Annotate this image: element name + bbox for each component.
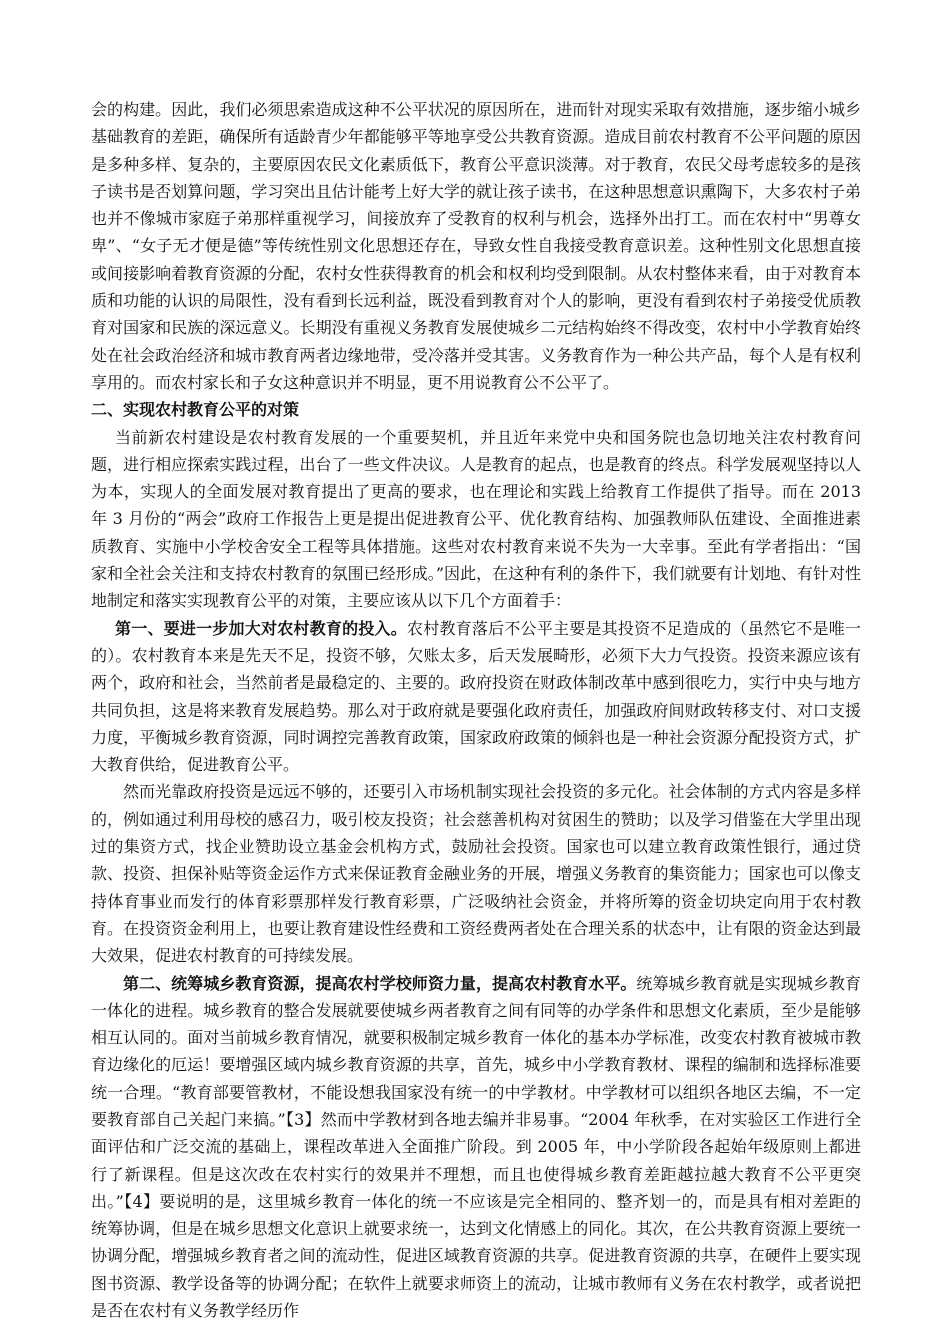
body-paragraph: 当前新农村建设是农村教育发展的一个重要契机，并且近年来党中央和国务院也急切地关注农村教育问题，进行相应探索实践过程，出台了一些文件决议。人是教育的起点，也是教育的终点。科学发展观坚持以人为本，实现人的全面发展对教育提出了更高的要求，也在理论和实践上给教育工作提供了指导。而在 2013 年 3 月份的“两会”政府工作报告上更是提出促进教育公平、优化教育结构、加强教师队伍建设、全面推进素质教育、实施中小学校舍安全工程等具体措施。这些对农村教育来说不失为一大幸事。至此有学者指出：“国家和全社会关注和支持农村教育的氛围已经形成。”因此，在这种有利的条件下，我们就要有计划地、有针对性地制定和落实实现教育公平的对策，主要应该从以下几个方面着手： xyxy=(91,427,861,611)
numbered-point-paragraph xyxy=(91,615,861,779)
point-body-text: 统筹城乡教育就是实现城乡教育一体化的进程。城乡教育的整合发展就要使城乡两者教育之间有同等的办学条件和思想文化素质，至少是能够相互认同的。面对当前城乡教育情况，就要积极制定城乡教育一体化的基本办学标准，改变农村教育被城市教育边缘化的厄运！要增强区域内城乡教育资源的共享，首先，城乡中小学教育教材、课程的编制和选择标准要统一合理。“教育部要管教材，不能设想我国家没有统一的中学教材。中学教材可以组织各地区去编，不一定要教育部自己关起门来搞。”【3】然而中学教材到各地去编并非易事。“2004 年秋季，在对实验区工作进行全面评估和广泛交流的基础上，课程改革进入全面推广阶段。到 2005 年，中小学阶段各起始年级原则上都进行了新课程。但是这次改在农村实行的效果并不理想，而且也使得城乡教育差距越拉越大教育不公平更突出。”【4】要说明的是，这里城乡教育一体化的统一不应该是完全相同的、整齐划一的，而是具有相对差距的统筹协调，但是在城乡思想文化意识上就要求统一，达到文化情感上的同化。其次，在公共教育资源上要统一协调分配，增强城乡教育者之间的流动性，促进区域教育资源的共享。促进教育资源的共享，在硬件上要实现图书资源、教学设备等的协调分配；在软件上就要求师资上的流动，让城市教师有义务在农村教学，或者说把是否在农村有义务教学经历作 xyxy=(91,973,861,1321)
point-lead-sentence: 第二、统筹城乡教育资源，提高农村学校师资力量，提高农村教育水平。 xyxy=(123,973,637,993)
point-body-text: 农村教育落后不公平主要是其投资不足造成的（虽然它不是唯一的）。农村教育本来是先天不足，投资不够，欠账太多，后天发展畸形，必须下大力气投资。投资来源应该有两个，政府和社会，当然前者是最稳定的、主要的。政府投资在财政体制改革中感到很吃力，实行中央与地方共同负担，这是将来教育发展趋势。那么对于政府就是要强化政府责任，加强政府间财政转移支付、对口支援力度，平衡城乡教育资源，同时调控完善教育政策，国家政府政策的倾斜也是一种社会资源分配投资方式，扩大教育供给，促进教育公平。 xyxy=(91,618,861,775)
body-paragraph: 会的构建。因此，我们必须思索造成这种不公平状况的原因所在，进而针对现实采取有效措施，逐步缩小城乡基础教育的差距，确保所有适龄青少年都能够平等地享受公共教育资源。造成目前农村教育不公平问题的原因是多种多样、复杂的，主要原因农民文化素质低下，教育公平意识淡薄。对于教育，农民父母考虑较多的是孩子读书是否划算问题，学习突出且估计能考上好大学的就让孩子读书，在这种思想意识熏陶下，大多农村子弟也并不像城市家庭子弟那样重视学习，间接放弃了受教育的权利与机会，选择外出打工。而在农村中“男尊女卑”、“女子无才便是德”等传统性别文化思想还存在，导致女性自我接受教育意识差。这种性别文化思想直接或间接影响着教育资源的分配，农村女性获得教育的机会和权利均受到限制。从农村整体来看，由于对教育本质和功能的认识的局限性，没有看到长远利益，既没看到教育对个人的影响，更没有看到农村子弟接受优质教育对国家和民族的深远意义。长期没有重视义务教育发展使城乡二元结构始终不得改变，农村中小学教育始终处在社会政治经济和城市教育两者边缘地带，受冷落并受其害。义务教育作为一种公共产品，每个人是有权利享用的。而农村家长和子女这种意识并不明显，更不用说教育公不公平了。 xyxy=(91,100,861,392)
point-lead-sentence: 第一、要进一步加大对农村教育的投入。 xyxy=(115,618,407,638)
section-heading: 二、实现农村教育公平的对策 xyxy=(91,400,300,420)
numbered-point-paragraph xyxy=(91,970,861,1325)
document-page xyxy=(91,96,861,1324)
body-paragraph: 然而光靠政府投资是远远不够的，还要引入市场机制实现社会投资的多元化。社会体制的方式内容是多样的，例如通过利用母校的感召力，吸引校友投资；社会慈善机构对贫困生的赞助；以及学习借鉴在大学里出现过的集资方式，找企业赞助设立基金会机构方式，鼓励社会投资。国家也可以建立教育政策性银行，通过贷款、投资、担保补贴等资金运作方式来保证教育金融业务的开展，增强义务教育的集资能力；国家也可以像支持体育事业而发行的体育彩票那样发行教育彩票，广泛吸纳社会资金，并将所筹的资金切块定向用于农村教育。在投资资金利用上，也要让教育建设性经费和工资经费两者处在合理关系的状态中，让有限的资金达到最大效果，促进农村教育的可持续发展。 xyxy=(91,782,861,966)
